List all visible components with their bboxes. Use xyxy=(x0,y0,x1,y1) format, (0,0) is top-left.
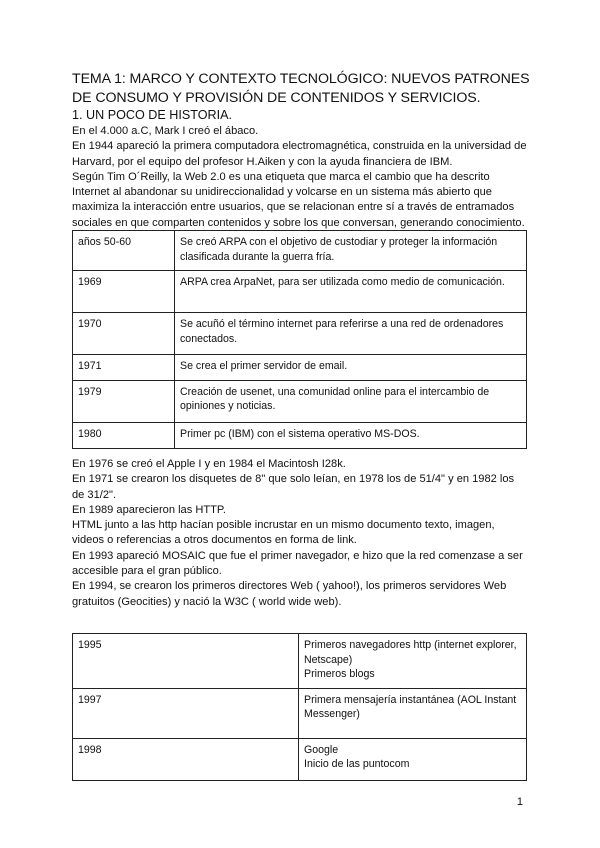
body-line: HTML junto a las http hacían posible incrustar en un mismo documento texto, imagen, xyxy=(72,519,495,532)
table-cell-event: ARPA crea ArpaNet, para ser utilizada como medio de comunicación. xyxy=(175,271,527,313)
body-line: accesible para el gran público. xyxy=(72,565,222,578)
table-cell-event: Se creó ARPA con el objetivo de custodiar y proteger la información clasificada durante la guerra fría. xyxy=(175,231,527,271)
document-title: TEMA 1: MARCO Y CONTEXTO TECNOLÓGICO: NUEVOS PATRONES DE CONSUMO Y PROVISIÓN DE CONTENIDOS Y SERVICIOS. xyxy=(72,71,530,106)
body-line: de 31/2". xyxy=(72,488,117,501)
intro-line: Según Tim O´Reilly, la Web 2.0 es una etiqueta que marca el cambio que ha descrito xyxy=(72,170,490,183)
table-cell-year: 1969 xyxy=(73,271,175,313)
section-heading: 1. UN POCO DE HISTORIA. xyxy=(72,108,233,122)
intro-line: En 1944 apareció la primera computadora electromagnética, construida en la universidad de xyxy=(72,140,527,153)
table-row xyxy=(73,634,527,689)
intro-paragraph xyxy=(72,124,532,231)
intro-line: En el 4.000 a.C, Mark I creó el ábaco. xyxy=(72,125,259,137)
table-row xyxy=(73,271,527,313)
page-number: 1 xyxy=(516,796,523,808)
table-cell-year: 1970 xyxy=(73,313,175,355)
table-cell-event: Se acuñó el término internet para referirse a una red de ordenadores conectados. xyxy=(175,313,527,355)
table-row xyxy=(73,688,527,738)
table-row xyxy=(73,738,527,780)
event-line: Primera mensajería instantánea (AOL Instant Messenger) xyxy=(304,693,517,721)
table-cell-year: 1997 xyxy=(73,688,299,738)
intro-line: Internet al abandonar su unidireccionalidad y volcarse en un sistema más abierto que xyxy=(72,186,492,199)
event-line: Primeros navegadores http (internet explorer, Netscape) xyxy=(304,639,517,666)
body-line: gratuitos (Geocities) y nació la W3C ( world wide web). xyxy=(72,595,342,608)
intro-line: Harvard, por el equipo del profesor H.Aiken y con la ayuda financiera de IBM. xyxy=(72,155,453,168)
body-line: En 1994, se crearon los primeros directores Web ( yahoo!), los primeros servidores Web xyxy=(72,580,507,593)
table-cell-event: Se crea el primer servidor de email. xyxy=(175,355,527,381)
table-row xyxy=(73,380,527,422)
table-cell-event: Primer pc (IBM) con el sistema operativo MS-DOS. xyxy=(175,422,527,448)
body-line: En 1993 apareció MOSAIC que fue el primer navegador, e hizo que la red comenzase a ser xyxy=(72,549,523,562)
event-line: Inicio de las puntocom xyxy=(304,758,410,771)
middle-paragraph xyxy=(72,457,532,610)
table-row xyxy=(73,355,527,381)
event-line: Primeros blogs xyxy=(304,668,375,681)
table-cell-year: 1979 xyxy=(73,380,175,422)
table-cell-event xyxy=(299,688,527,738)
table-cell-year: 1971 xyxy=(73,355,175,381)
table-row xyxy=(73,231,527,271)
history-table-1 xyxy=(72,230,527,449)
body-line: En 1989 aparecieron las HTTP. xyxy=(72,503,226,516)
intro-line: sociales en que comparten contenidos y sobre los que conversan, generando conocimiento. xyxy=(72,216,525,229)
table-cell-year: 1980 xyxy=(73,422,175,448)
event-line: Google xyxy=(304,743,339,756)
table-cell-year: 1995 xyxy=(73,634,299,689)
table-cell-event xyxy=(299,634,527,689)
table-cell-event: Creación de usenet, una comunidad online para el intercambio de opiniones y noticias. xyxy=(175,380,527,422)
table-row xyxy=(73,422,527,448)
table-row xyxy=(73,313,527,355)
body-line: En 1971 se crearon los disquetes de 8" que solo leían, en 1978 los de 51/4" y en 1982 los xyxy=(72,473,515,486)
history-table-2 xyxy=(72,633,527,781)
table-cell-event xyxy=(299,738,527,780)
body-line: En 1976 se creó el Apple I y en 1984 el Macintosh I28k. xyxy=(72,458,346,470)
table-cell-year: 1998 xyxy=(73,738,299,780)
body-line: videos o referencias a otros documentos en forma de link. xyxy=(72,534,357,547)
table-cell-year: años 50-60 xyxy=(73,231,175,271)
intro-line: maximiza la interacción entre usuarios, que se relacionan entre sí a través de entramados xyxy=(72,201,515,214)
